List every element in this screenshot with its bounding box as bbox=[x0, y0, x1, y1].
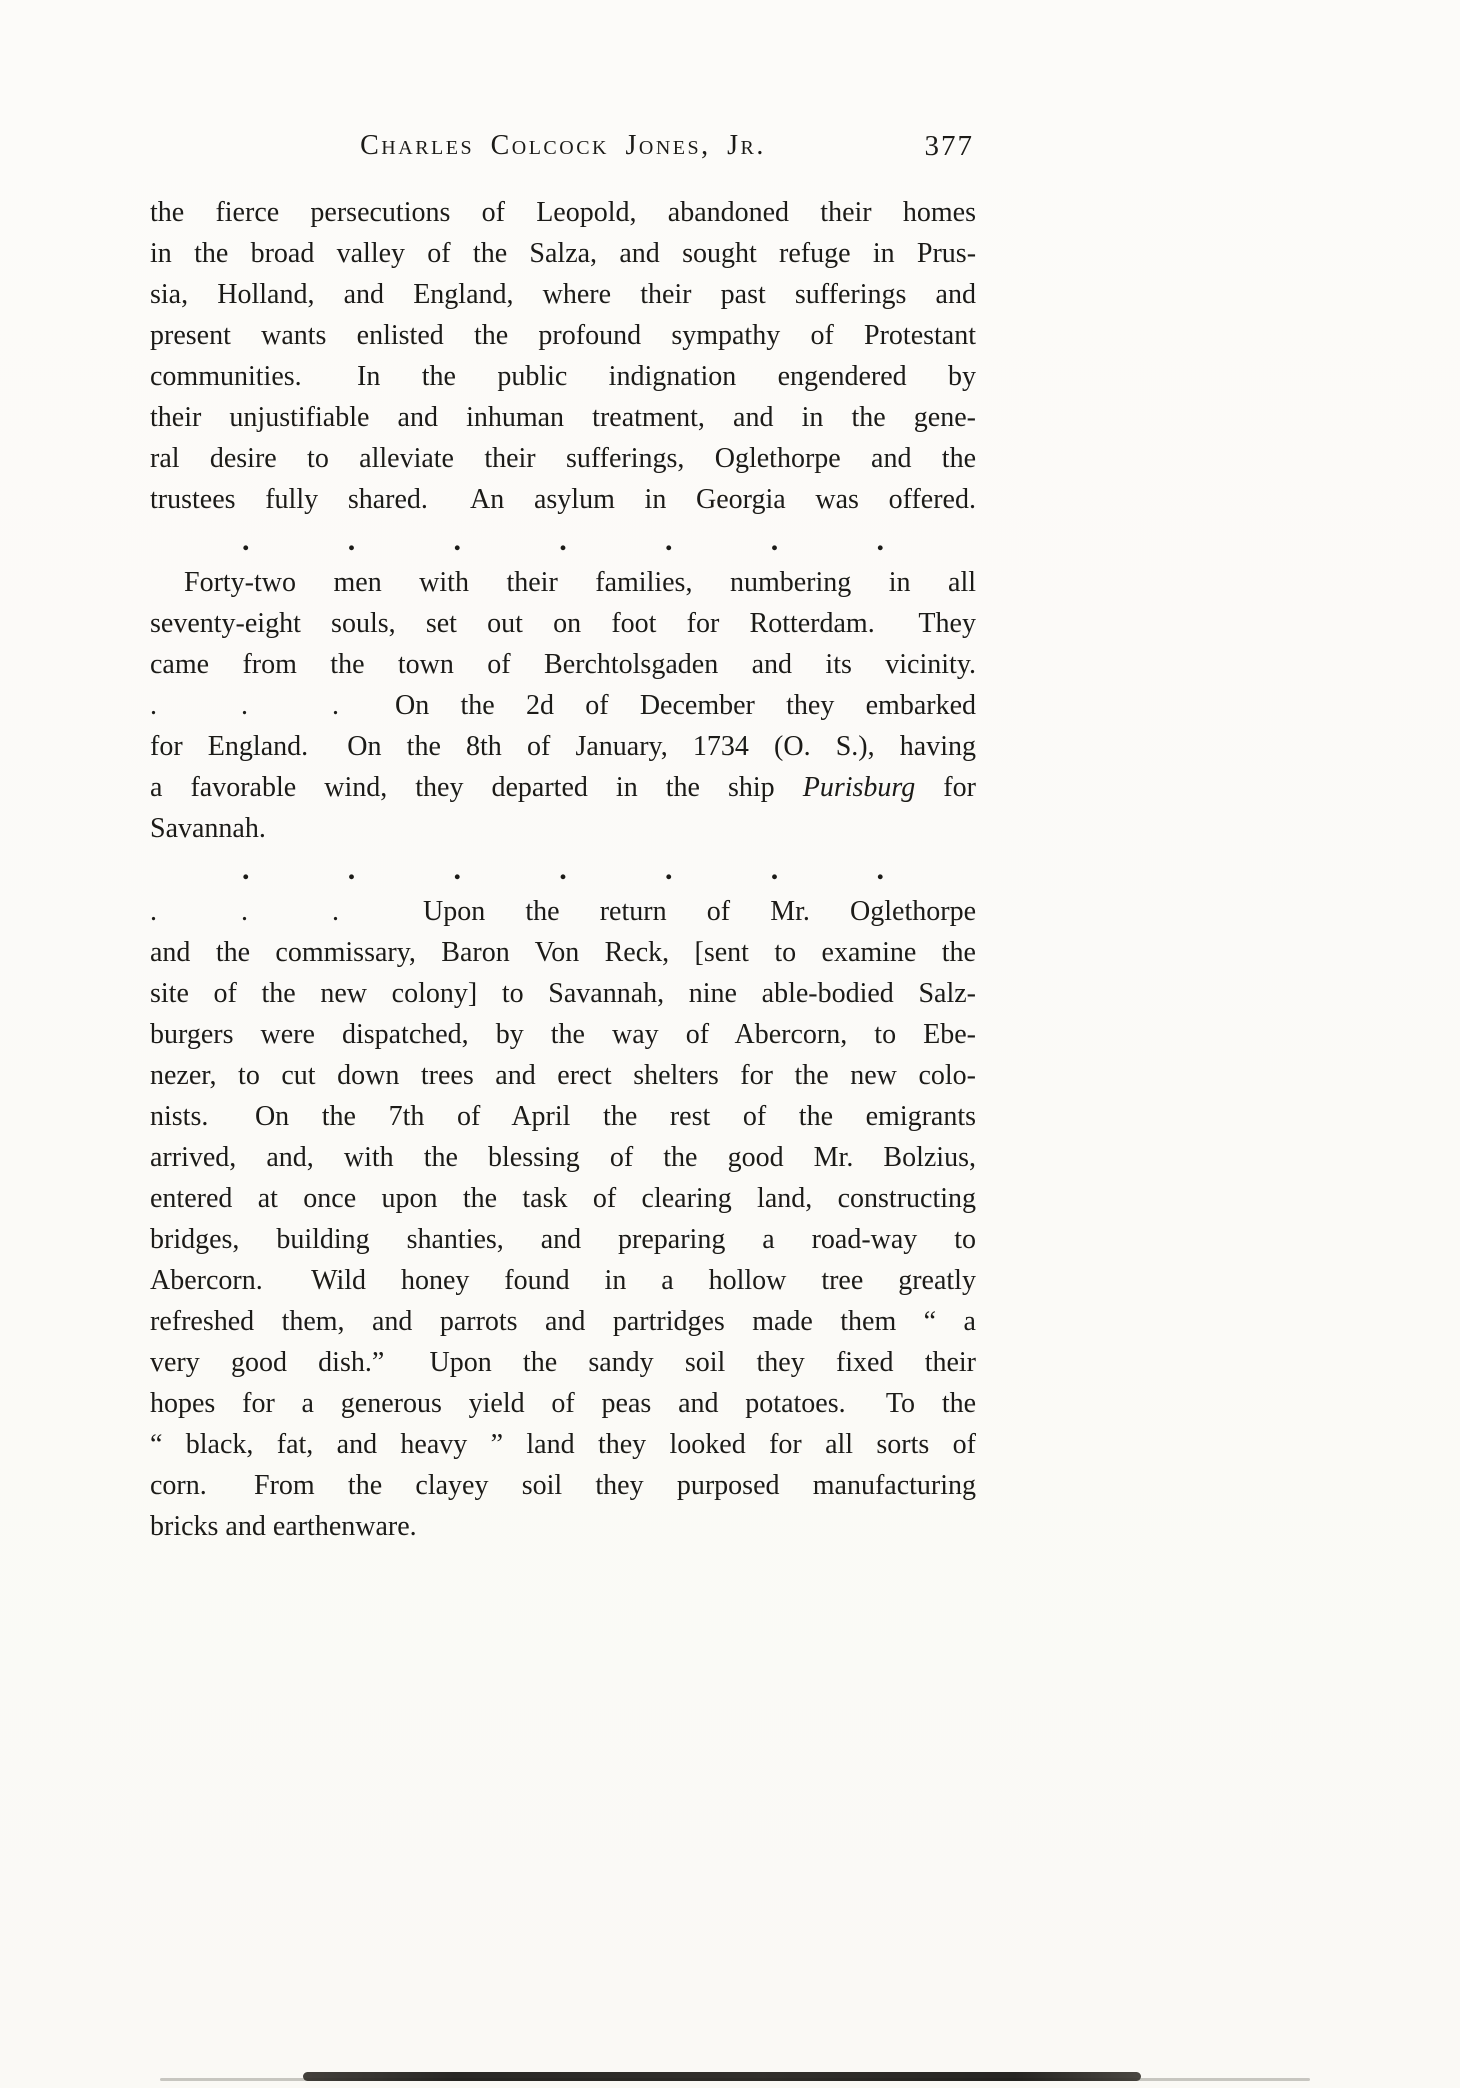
ellipsis-dot: . bbox=[559, 524, 567, 557]
ellipsis-dot: . bbox=[242, 853, 250, 886]
line-content: in the broad valley of the Salza, and sought refuge in Prus- bbox=[150, 238, 977, 269]
running-head-title: Charles Colcock Jones, Jr. bbox=[360, 130, 766, 161]
text-line bbox=[150, 1301, 976, 1342]
line-content: burgers were dispatched, by the way of Abercorn, to Ebe- bbox=[150, 1019, 976, 1050]
text-line bbox=[150, 973, 976, 1014]
text-line bbox=[150, 1137, 976, 1178]
text-line bbox=[150, 891, 976, 932]
line-content: “ black, fat, and heavy ” land they looked for all sorts of bbox=[150, 1429, 976, 1460]
ellipsis-dot: . bbox=[347, 524, 356, 557]
ellipsis-dot: . bbox=[770, 853, 779, 886]
line-content: arrived, and, with the blessing of the good Mr. Bolzius, bbox=[150, 1142, 976, 1173]
text-line bbox=[150, 233, 976, 274]
line-content: trustees fully shared. An asylum in Georgia was offered. bbox=[150, 484, 976, 515]
line-content bbox=[150, 772, 976, 803]
text-line bbox=[150, 1424, 976, 1465]
line-content: Forty-two men with their families, numbering in all bbox=[184, 567, 976, 598]
ellipsis-dot: . bbox=[665, 853, 673, 886]
line-content: communities. In the public indignation engendered by bbox=[150, 361, 977, 392]
text-segment: a favorable wind, they departed in the ship bbox=[150, 772, 803, 803]
paragraph-3 bbox=[150, 891, 976, 1547]
ellipsis-dot: . bbox=[770, 524, 779, 557]
line-content: bridges, building shanties, and preparing a road-way to bbox=[150, 1224, 976, 1255]
line-content: . . . On the 2d of December they embarked bbox=[150, 690, 977, 721]
line-content: nezer, to cut down trees and erect shelters for the new colo- bbox=[150, 1060, 976, 1091]
text-line bbox=[150, 1178, 976, 1219]
line-content: Savannah. bbox=[150, 813, 266, 844]
text-line bbox=[150, 1260, 976, 1301]
text-line bbox=[150, 1383, 976, 1424]
ellipsis-dot: . bbox=[876, 853, 884, 886]
text-line bbox=[150, 562, 976, 603]
text-line bbox=[150, 1465, 976, 1506]
ship-name-italic: Purisburg bbox=[802, 772, 916, 803]
ellipsis-dot: . bbox=[242, 524, 250, 557]
line-content: and the commissary, Baron Von Reck, [sent to examine the bbox=[150, 937, 976, 968]
ellipsis-dot: . bbox=[453, 524, 461, 557]
text-line bbox=[150, 603, 976, 644]
text-block bbox=[150, 126, 976, 1547]
text-line bbox=[150, 685, 976, 726]
line-content: came from the town of Berchtolsgaden and its vicinity. bbox=[150, 649, 976, 680]
ellipsis-dot: . bbox=[559, 853, 567, 886]
text-line bbox=[150, 1342, 976, 1383]
text-line bbox=[150, 767, 976, 808]
page-number: 377 bbox=[924, 130, 974, 162]
text-line bbox=[150, 644, 976, 685]
line-content: hopes for a generous yield of peas and potatoes. To the bbox=[150, 1388, 977, 1419]
text-line bbox=[150, 1506, 976, 1547]
line-content: their unjustifiable and inhuman treatment, and in the gene- bbox=[150, 402, 976, 433]
text-line bbox=[150, 932, 976, 973]
text-line bbox=[150, 274, 976, 315]
ellipsis-dot: . bbox=[876, 524, 884, 557]
line-content: corn. From the clayey soil they purposed manufacturing bbox=[150, 1470, 977, 1501]
line-content: seventy-eight souls, set out on foot for Rotterdam. They bbox=[150, 608, 976, 639]
paragraph-1 bbox=[150, 192, 976, 520]
line-content: . . . Upon the return of Mr. Oglethorpe bbox=[150, 896, 976, 927]
scan-artifact-dark-bar bbox=[303, 2072, 1141, 2081]
text-segment: for bbox=[915, 772, 976, 803]
line-content: very good dish.” Upon the sandy soil they fixed their bbox=[150, 1347, 977, 1378]
line-content: bricks and earthenware. bbox=[150, 1511, 417, 1542]
ellipsis-dot: . bbox=[665, 524, 673, 557]
text-line bbox=[150, 479, 976, 520]
ellipsis-dot: . bbox=[347, 853, 356, 886]
text-line bbox=[150, 192, 976, 233]
line-content: sia, Holland, and England, where their past sufferings and bbox=[150, 279, 976, 310]
ellipsis-row-2 bbox=[150, 853, 976, 886]
line-content: the fierce persecutions of Leopold, abandoned their homes bbox=[150, 197, 976, 228]
text-line bbox=[150, 438, 976, 479]
line-content: refreshed them, and parrots and partridges made them “ a bbox=[150, 1306, 976, 1337]
text-line bbox=[150, 356, 976, 397]
line-content: nists. On the 7th of April the rest of the emigrants bbox=[150, 1101, 977, 1132]
line-content: ral desire to alleviate their sufferings, Oglethorpe and the bbox=[150, 443, 977, 474]
page-body-text bbox=[150, 192, 976, 1547]
text-line bbox=[150, 397, 976, 438]
paragraph-2 bbox=[150, 562, 976, 849]
text-line bbox=[150, 1055, 976, 1096]
line-content: present wants enlisted the profound sympathy of Protestant bbox=[150, 320, 976, 351]
line-content: site of the new colony] to Savannah, nine able-bodied Salz- bbox=[150, 978, 976, 1009]
text-line bbox=[150, 808, 976, 849]
ellipsis-dot: . bbox=[453, 853, 461, 886]
line-content: Abercorn. Wild honey found in a hollow tree greatly bbox=[150, 1265, 976, 1296]
text-line bbox=[150, 1219, 976, 1260]
text-line bbox=[150, 1096, 976, 1137]
line-content: entered at once upon the task of clearing land, constructing bbox=[150, 1183, 977, 1214]
text-line bbox=[150, 315, 976, 356]
ellipsis-row-1 bbox=[150, 524, 976, 557]
text-line bbox=[150, 726, 976, 767]
line-content: for England. On the 8th of January, 1734 (O. S.), having bbox=[150, 731, 976, 762]
text-line bbox=[150, 1014, 976, 1055]
page-header bbox=[150, 126, 976, 166]
